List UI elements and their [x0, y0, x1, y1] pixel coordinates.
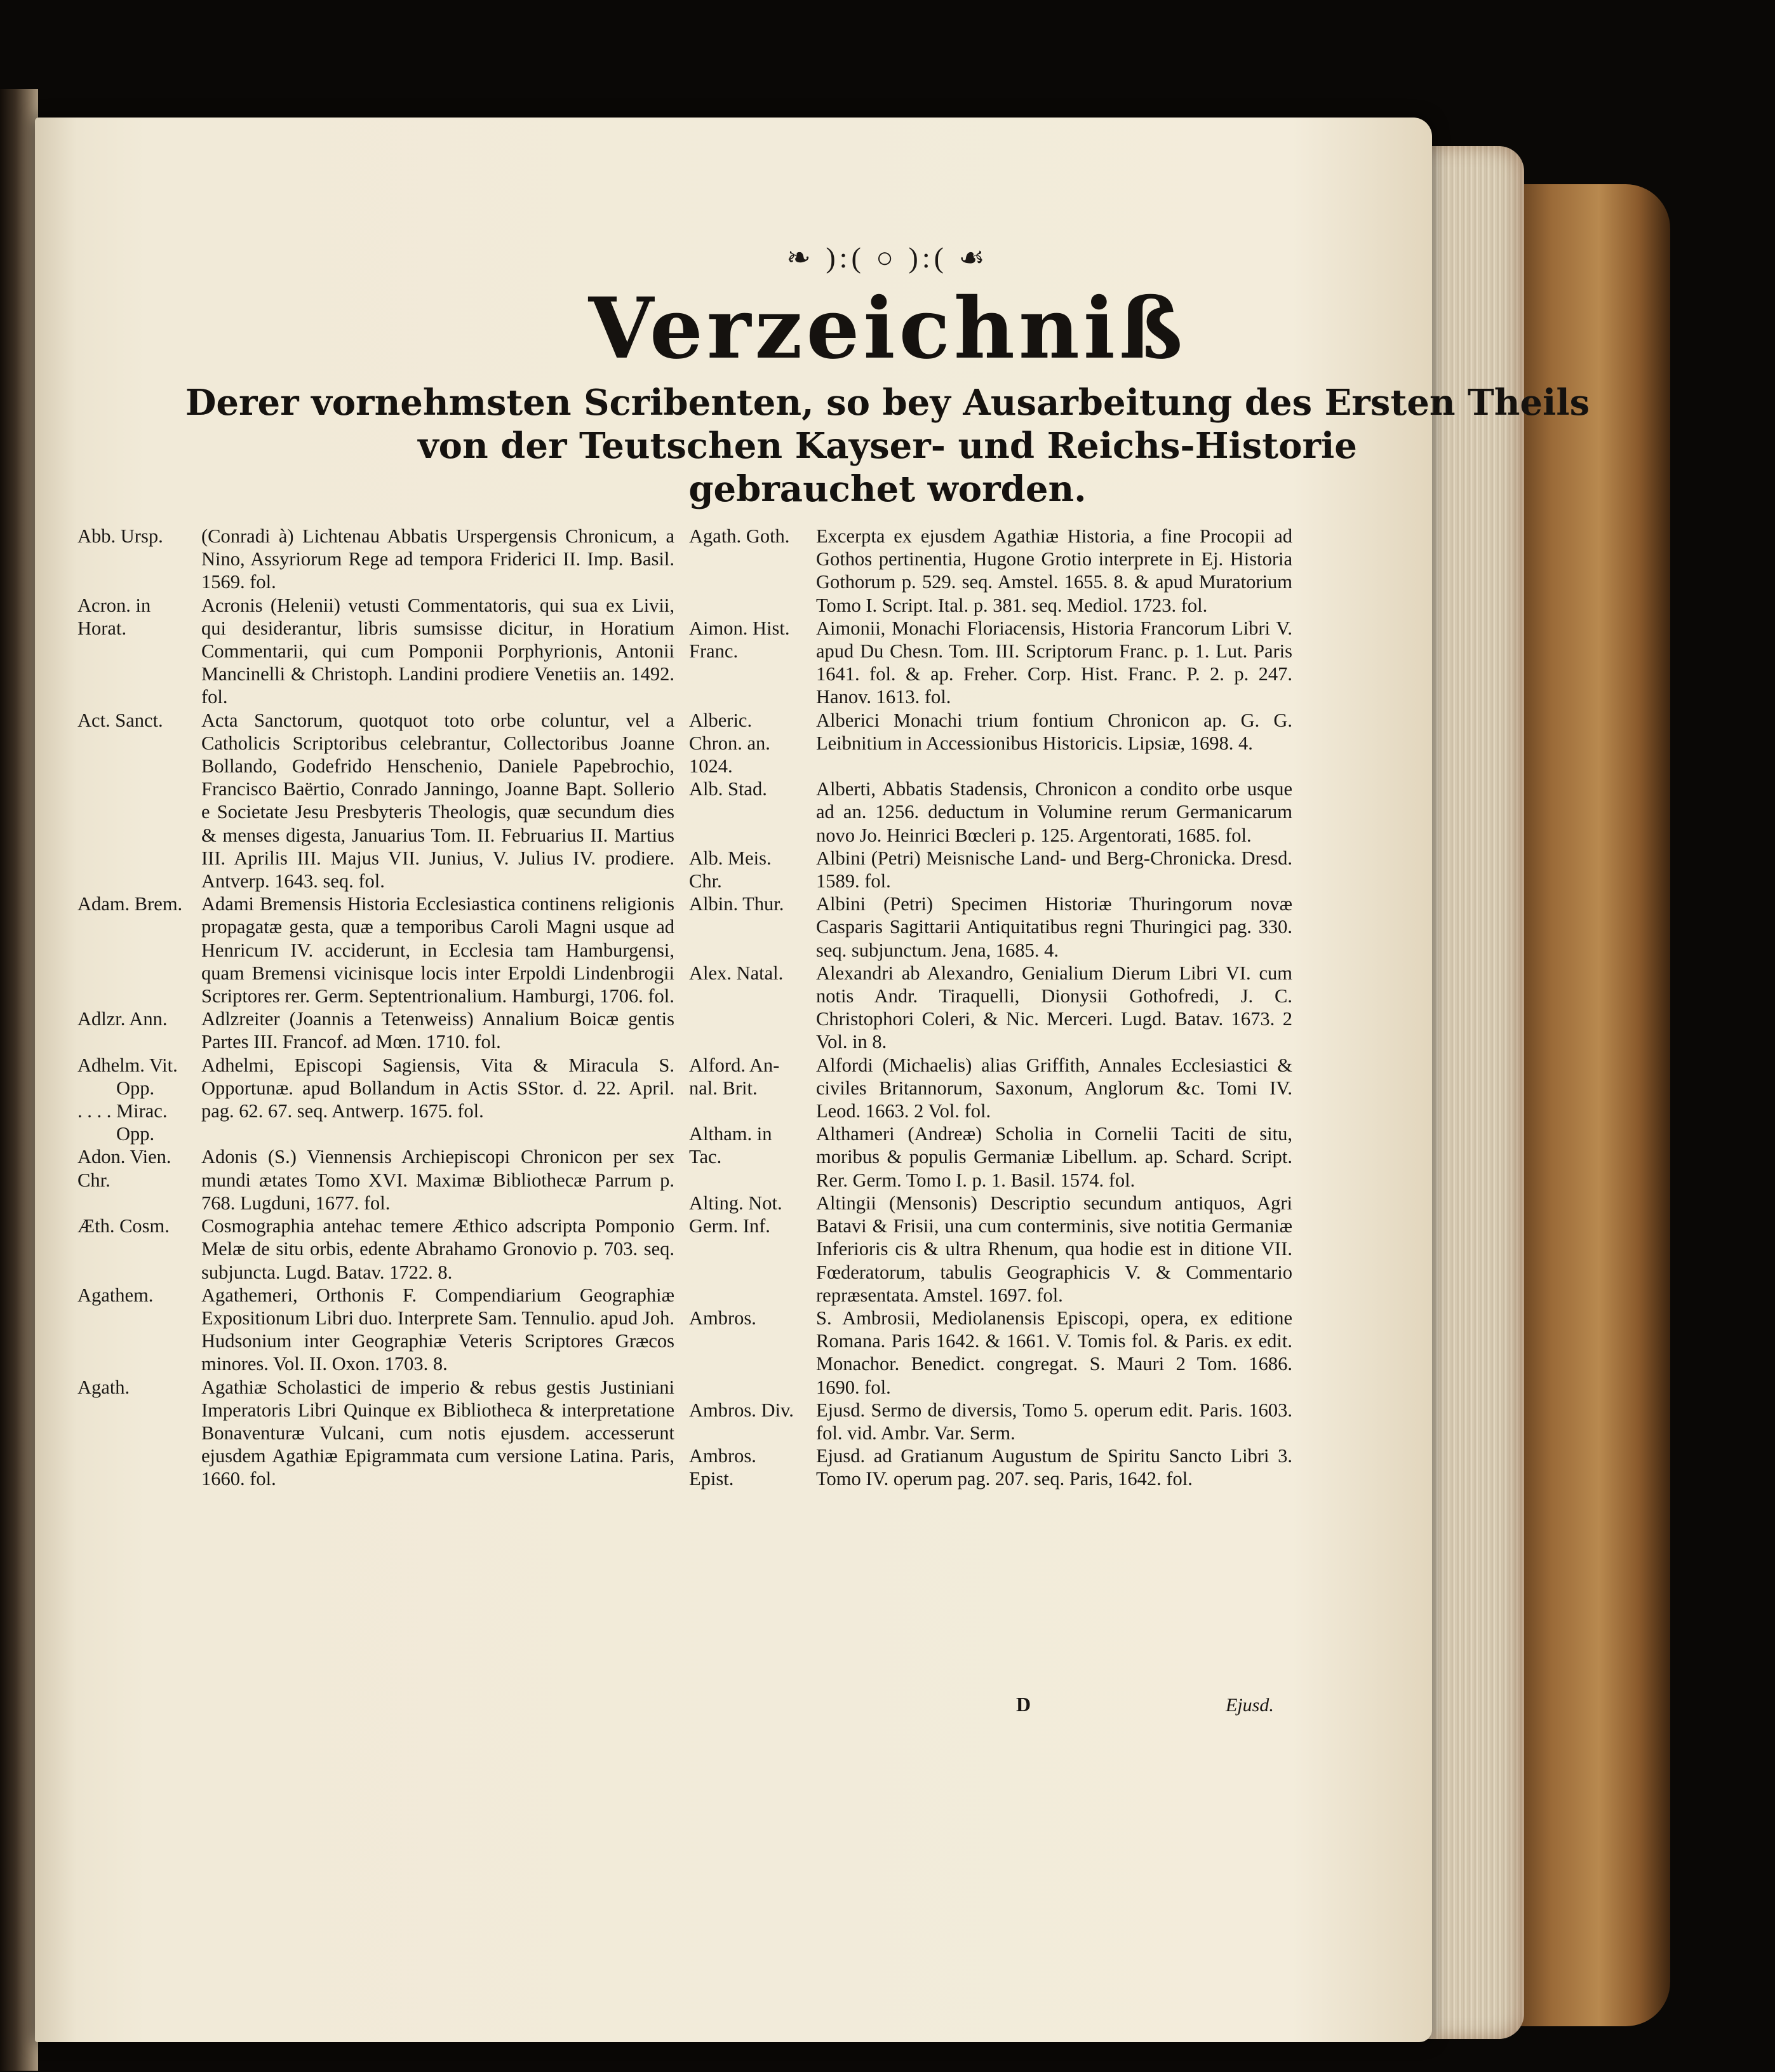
abbreviation-line: 1024. [689, 755, 733, 777]
entry-abbreviation [689, 1054, 816, 1100]
entry-text: S. Ambrosii, Mediolanensis Episcopi, opera, ex editione Romana. Paris 1642. & 1661. V. Tomis fol. & Paris. ex edit. Monachor. Benedict. congregat. S. Mauri 2 Tom. 1686. 1690. fol. [816, 1307, 1292, 1398]
entry-text: Aimonii, Monachi Floriacensis, Historia Francorum Libri V. apud Du Chesn. Tom. III. Scriptorum Franc. p. 1. Lut. Paris 1641. fol. & ap. Freher. Corp. Hist. Franc. P. 2. p. 247. Hanov. 1613. fol. [816, 617, 1292, 708]
entry-text: Alexandri ab Alexandro, Genialium Dierum Libri VI. cum notis Andr. Tiraquelli, Dionysii Gothofredi, J. C. Christophori Coleri, & Nic. Merceri. Lugd. Batav. 1673. 2 Vol. in 8. [816, 962, 1292, 1053]
entry-text: Ejusd. Sermo de diversis, Tomo 5. operum edit. Paris. 1603. fol. vid. Ambr. Var. Serm. [816, 1399, 1292, 1444]
entry-text: Acta Sanctorum, quotquot toto orbe coluntur, vel a Catholicis Scriptoribus celebrantur, Collectoribus Joanne Bollando, Godefrido Henschenio, Daniele Papebrochio, Francisco Baërtio, Conrado Janningo, Joanne Bapt. Sollerio e Societate Jesu Presbyteris Theologis, quæ secundum dies & menses digesta, Januarius Tom. II. Februarius II. Martius III. Aprilis III. Majus VII. Junius, V. Julius IV. prodiere. Antverp. 1643. seq. fol. [201, 709, 674, 892]
abbreviation-line: Alberic. [689, 709, 753, 731]
entry-abbreviation [77, 1145, 201, 1191]
entry-text: Albini (Petri) Specimen Historiæ Thuringorum novæ Casparis Sagittarii Antiquitatibus regni Thuringici pag. 330. seq. subjunctum. Jena, 1685. 4. [816, 893, 1292, 961]
entry-text: Adonis (S.) Viennensis Archiepiscopi Chronicon per sex mundi ætates Tomo XVI. Maximæ Bibliothecæ Parrum p. 768. Lugduni, 1677. fol. [201, 1146, 674, 1214]
bibliography-entry [689, 1054, 1292, 1123]
entry-text: Albini (Petri) Meisnische Land- und Berg-Chronicka. Dresd. 1589. fol. [816, 847, 1292, 892]
entry-abbreviation [77, 1214, 201, 1237]
bibliography-entry [689, 847, 1292, 892]
abbreviation-line: Alex. Natal. [689, 962, 784, 984]
header-ornament: ❧ ):( ○ ):( ☙ [786, 241, 989, 274]
bibliography-entry [689, 1444, 1292, 1490]
bibliography-entry [77, 1284, 674, 1376]
abbreviation-line: Opp. [77, 1077, 155, 1099]
entry-abbreviation [689, 847, 816, 892]
entry-text: Adhelmi, Episcopi Sagiensis, Vita & Miracula S. Opportunæ. apud Bollandum in Actis SStor. d. 22. April. pag. 62. 67. seq. Antwerp. 1675. fol. [201, 1054, 674, 1122]
entry-text: Altingii (Mensonis) Descriptio secundum antiquos, Agri Batavi & Frisii, una cum conterminis, sive notitia Germaniæ Inferioris cis & ultra Rhenum, qua hodie est in ditione VII. Fœderatorum, tabulis Geographicis V. & Commentario repræsentata. Amstel. 1697. fol. [816, 1192, 1292, 1306]
abbreviation-line: Acron. in [77, 594, 151, 616]
entry-abbreviation [689, 709, 816, 778]
entry-text: Cosmographia antehac temere Æthico adscripta Pomponio Melæ de situ orbis, edente Abrahamo Gronovio p. 703. seq. subjuncta. Lugd. Batav. 1722. 8. [201, 1215, 674, 1283]
abbreviation-line: Chron. an. [689, 732, 770, 754]
entry-abbreviation [77, 1054, 201, 1146]
abbreviation-line: Chr. [689, 870, 722, 892]
abbreviation-line: Adon. Vien. [77, 1146, 171, 1168]
bibliography-entry [77, 1054, 674, 1146]
catchword: Ejusd. [1226, 1695, 1274, 1716]
abbreviation-line: Agathem. [77, 1284, 154, 1306]
abbreviation-line: Horat. [77, 617, 127, 639]
abbreviation-line: Alb. Meis. [689, 847, 772, 869]
abbreviation-line: Franc. [689, 640, 739, 663]
entry-text: (Conradi à) Lichtenau Abbatis Urspergensis Chronicum, a Nino, Assyriorum Rege ad tempora Friderici II. Imp. Basil. 1569. fol. [201, 525, 674, 593]
bibliography-entry [689, 892, 1292, 962]
bibliography-entry [77, 594, 674, 709]
abbreviation-line: Adlzr. Ann. [77, 1008, 168, 1030]
bibliography-entry [689, 1307, 1292, 1399]
bibliography-entry [689, 525, 1292, 617]
entry-abbreviation [689, 962, 816, 985]
abbreviation-line: nal. Brit. [689, 1077, 758, 1099]
bibliography-entry [689, 1192, 1292, 1307]
entry-text: Alberici Monachi trium fontium Chronicon ap. G. G. Leibnitium in Accessionibus Historicis. Lipsiæ, 1698. 4. [816, 709, 1292, 754]
entry-text: Excerpta ex ejusdem Agathiæ Historia, a fine Procopii ad Gothos pertinentia, Hugone Grotio interprete in Ej. Historia Gothorum p. 529. seq. Amstel. 1655. 8. & apud Muratorium Tomo I. Script. Ital. p. 381. seq. Mediol. 1723. fol. [816, 525, 1292, 616]
abbreviation-line: Æth. Cosm. [77, 1215, 170, 1237]
subtitle-line: gebrauchet worden. [688, 468, 1087, 510]
bibliography-entry [77, 892, 674, 1007]
entry-abbreviation [689, 617, 816, 663]
bibliography-entry [689, 962, 1292, 1054]
bibliography-entry [77, 1376, 674, 1491]
abbreviation-line: Agath. [77, 1376, 130, 1398]
entry-abbreviation [689, 1399, 816, 1422]
bibliography-entry [689, 617, 1292, 709]
abbreviation-line: Ambros. [689, 1307, 756, 1329]
entry-abbreviation [689, 1192, 816, 1237]
abbreviation-line: Ambros. Div. [689, 1399, 794, 1421]
bibliography-entry [689, 777, 1292, 847]
bibliography-entry [689, 709, 1292, 778]
subtitle-line: Derer vornehmsten Scribenten, so bey Ausarbeitung des Ersten Theils [185, 382, 1590, 424]
abbreviation-line: Chr. [77, 1169, 111, 1191]
bibliography-entry [689, 1122, 1292, 1192]
abbreviation-line: Alb. Stad. [689, 778, 767, 800]
entry-abbreviation [77, 525, 201, 548]
abbreviation-line: Agath. Goth. [689, 525, 790, 547]
abbreviation-line: Alford. An- [689, 1054, 780, 1076]
entry-text: Alberti, Abbatis Stadensis, Chronicon a condito orbe usque ad an. 1256. deductum in Volumine rerum Germanicarum novo Jo. Heinrici Bœcleri p. 125. Argentorati, 1685. fol. [816, 778, 1292, 846]
entry-abbreviation [77, 1007, 201, 1030]
bibliography-entry [77, 1007, 674, 1053]
entry-text: Agathiæ Scholastici de imperio & rebus gestis Justiniani Imperatoris Libri Quinque ex Bibliotheca & interpretatione Bonaventuræ Vulcani, cum notis ejusdem. accesserunt ejusdem Agathiæ Epigrammata cum versione Latina. Paris, 1660. fol. [201, 1376, 674, 1490]
entry-text: Ejusd. ad Gratianum Augustum de Spiritu Sancto Libri 3. Tomo IV. operum pag. 207. seq. Paris, 1642. fol. [816, 1445, 1292, 1490]
entry-abbreviation [689, 1444, 816, 1490]
entry-abbreviation [77, 709, 201, 732]
abbreviation-line: Altham. in [689, 1123, 772, 1145]
entry-abbreviation [689, 892, 816, 915]
entry-abbreviation [77, 892, 201, 915]
bibliography-entry [77, 1145, 674, 1214]
subtitle-line: von der Teutschen Kayser- und Reichs-Historie [418, 425, 1357, 467]
entry-text: Alfordi (Michaelis) alias Griffith, Annales Ecclesiastici & civiles Britannorum, Saxonum, Anglorum &c. Tomi IV. Leod. 1663. 2 Vol. fol. [816, 1054, 1292, 1122]
entry-abbreviation [77, 1284, 201, 1307]
entry-abbreviation [689, 1307, 816, 1329]
entry-text: Adami Bremensis Historia Ecclesiastica continens religionis propagatæ gesta, quæ a temporibus Caroli Magni usque ad Henricum IV. acciderunt, in Ecclesia tam Hamburgensi, quam Bremensi vicinisque locis inter Erpoldi Lindenbrogii Scriptores rer. Germ. Septentrionalium. Hamburgi, 1706. fol. [201, 893, 674, 1007]
left-column [77, 525, 674, 1491]
abbreviation-line: Adam. Brem. [77, 893, 183, 915]
entry-abbreviation [689, 777, 816, 800]
abbreviation-line: Tac. [689, 1146, 722, 1168]
abbreviation-line: Opp. [77, 1123, 155, 1145]
abbreviation-line: Act. Sanct. [77, 709, 163, 731]
abbreviation-line: Aimon. Hist. [689, 617, 790, 639]
abbreviation-line: Germ. Inf. [689, 1215, 770, 1237]
entry-text: Adlzreiter (Joannis a Tetenweiss) Annalium Boicæ gentis Partes III. Francof. ad Mœn. 1710. fol. [201, 1008, 674, 1053]
abbreviation-line: . . . . Mirac. [77, 1100, 168, 1122]
abbreviation-line: Alting. Not. [689, 1192, 782, 1214]
right-column [689, 525, 1292, 1491]
abbreviation-line: Ambros. [689, 1445, 756, 1467]
entry-abbreviation [77, 594, 201, 640]
abbreviation-line: Abb. Ursp. [77, 525, 163, 547]
abbreviation-line: Albin. Thur. [689, 893, 784, 915]
entry-text: Acronis (Helenii) vetusti Commentatoris, qui sua ex Livii, qui desiderantur, libris sumsisse dicitur, in Horatium Commentarii, qui cum Pomponii Porphyrionis, Antonii Mancinelli & Christoph. Landini prodiere Venetiis an. 1492. fol. [201, 594, 674, 708]
abbreviation-line: Epist. [689, 1468, 734, 1490]
entry-text: Agathemeri, Orthonis F. Compendiarium Geographiæ Expositionum Libri duo. Interprete Sam. Tennulio. apud Joh. Hudsonium inter Geographiæ Veteris Scriptores Græcos minores. Vol. II. Oxon. 1703. 8. [201, 1284, 674, 1375]
signature-mark: D [1016, 1693, 1031, 1716]
bibliography-entry [77, 525, 674, 594]
entry-abbreviation [77, 1376, 201, 1399]
entry-abbreviation [689, 525, 816, 548]
bibliography-entry [77, 709, 674, 893]
page-title: Verzeichniß [588, 279, 1187, 378]
abbreviation-line: Adhelm. Vit. [77, 1054, 178, 1076]
entry-text: Althameri (Andreæ) Scholia in Cornelii Taciti de situ, moribus & populis Germaniæ Libellum. ap. Schard. Script. Rer. Germ. Tomo I. p. 1. Basil. 1574. fol. [816, 1123, 1292, 1191]
page-subtitle [0, 381, 1775, 511]
bibliography-entry [77, 1214, 674, 1284]
entry-abbreviation [689, 1122, 816, 1168]
bibliography-entry [689, 1399, 1292, 1444]
